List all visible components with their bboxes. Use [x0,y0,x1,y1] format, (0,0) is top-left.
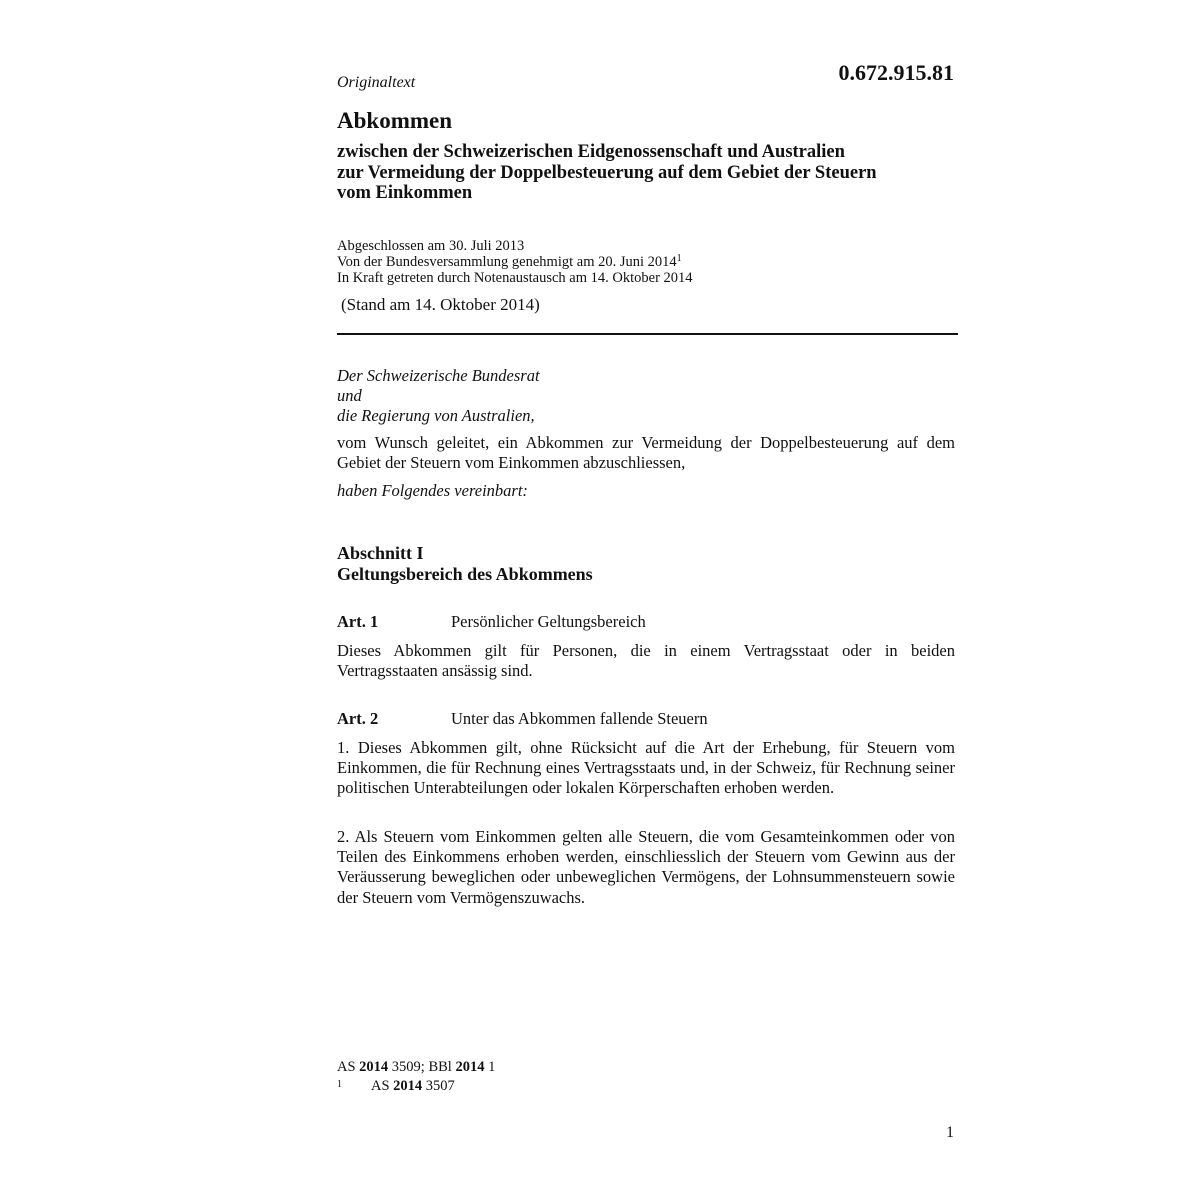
footnote-mark: 1 [337,1079,342,1090]
in-force-date: In Kraft getreten durch Notenaustausch am 14. Oktober 2014 [337,270,693,286]
section-heading [337,543,593,585]
preamble-parties [337,366,540,426]
subtitle-line: zur Vermeidung der Doppelbesteuerung auf dem Gebiet der Steuern [337,162,877,183]
footnote-1: 1 AS 2014 3507 [337,1077,495,1096]
source-citation: AS 2014 3509; BBl 2014 1 [337,1059,496,1075]
article-paragraph: Dieses Abkommen gilt für Personen, die in einem Vertragsstaat oder in beiden Vertragsstaaten ansässig sind. [337,641,955,681]
subtitle-line: vom Einkommen [337,183,473,203]
section-number: Abschnitt I [337,543,424,563]
document-title: Abkommen [337,108,453,133]
preamble-body: vom Wunsch geleitet, ein Abkommen zur Vermeidung der Doppelbesteuerung auf dem Gebiet der Steuern vom Einkommen abzuschliessen, [337,433,955,472]
horizontal-rule [337,333,958,335]
footnote-ref[interactable]: 1 [676,253,682,264]
party-line: Der Schweizerische Bundesrat [337,366,540,385]
document-subtitle [337,142,977,204]
sr-number: 0.672.915.81 [838,60,954,85]
party-line: die Regierung von Australien, [337,406,535,425]
concluded-date: Abgeschlossen am 30. Juli 2013 [337,238,525,254]
document-metadata [337,238,693,286]
page-number: 1 [946,1124,954,1141]
article-label: Art. 2 [337,709,379,728]
stand-date: (Stand am 14. Oktober 2014) [341,295,540,314]
preamble-closing: haben Folgendes vereinbart: [337,481,528,500]
article-title: Unter das Abkommen fallende Steuern [451,709,708,728]
article-paragraph: 2. Als Steuern vom Einkommen gelten alle Steuern, die vom Gesamteinkommen oder von Teilen des Einkommens erhoben werden, einschliesslich der Steuern vom Gewinn aus der Veräusserung beweglichen oder unbeweglichen Vermögens, der Lohnsummensteuern sowie der Steuern vom Vermögenszuwachs. [337,827,955,907]
section-title: Geltungsbereich des Abkommens [337,564,593,584]
party-line: und [337,386,362,405]
approved-date: Von der Bundesversammlung genehmigt am 20. Juni 2014$^1$ [337,253,682,270]
article-title: Persönlicher Geltungsbereich [451,612,646,631]
subtitle-line: zwischen der Schweizerischen Eidgenossenschaft und Australien [337,142,845,162]
article-label: Art. 1 [337,612,379,631]
originaltext-label: Originaltext [337,74,416,91]
article-paragraph: 1. Dieses Abkommen gilt, ohne Rücksicht auf die Art der Erhebung, für Steuern vom Einkommen, die für Rechnung eines Vertragsstaats und, in der Schweiz, für Rechnung seiner politischen Unterabteilungen oder lokalen Körperschaften erhoben werden. [337,738,955,798]
footnotes [337,1058,495,1096]
